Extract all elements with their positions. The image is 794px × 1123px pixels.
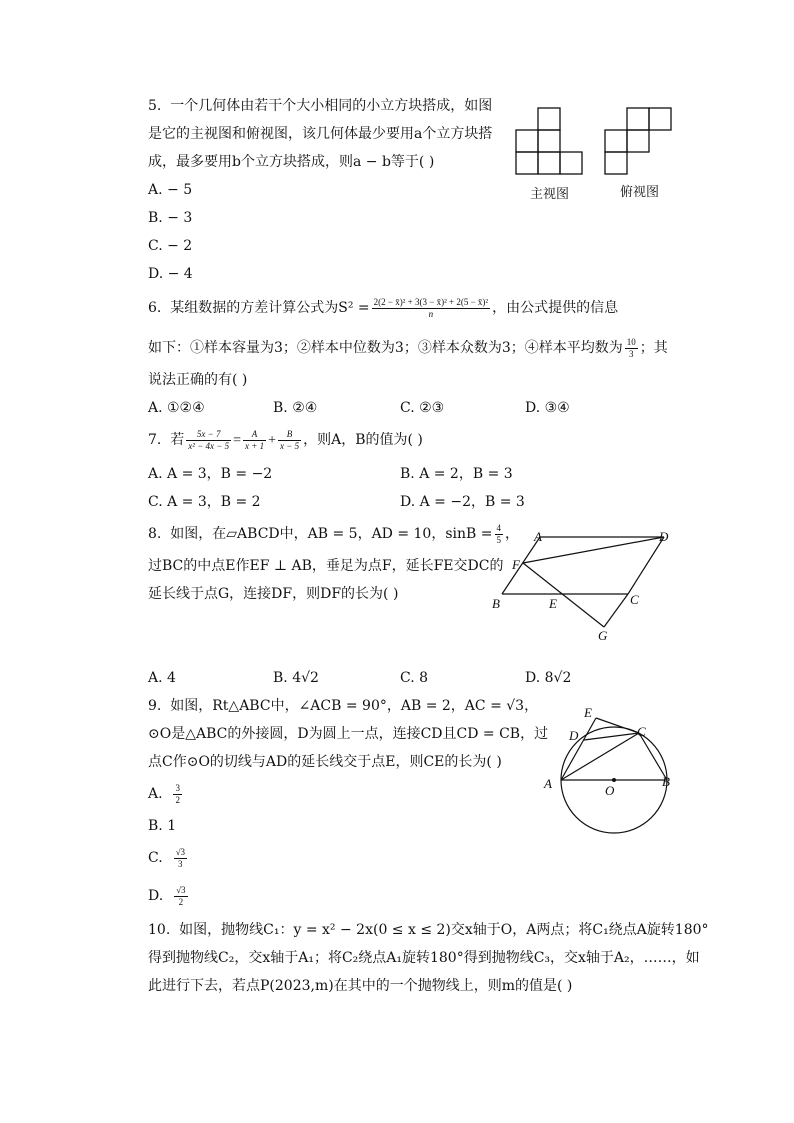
q6-option-c[interactable]: C. ②③ bbox=[400, 400, 445, 416]
q9-option-c-fraction bbox=[174, 847, 187, 870]
q5-option-b[interactable]: B. − 3 bbox=[148, 210, 193, 226]
q6-variance-formula bbox=[372, 297, 490, 320]
q9-option-a[interactable] bbox=[148, 780, 184, 808]
q5-text-1: 一个几何体由若干个大小相同的小立方块搭成，如图 bbox=[170, 98, 493, 114]
q9-option-a-label: A. bbox=[148, 786, 163, 802]
q5-option-d[interactable]: D. − 4 bbox=[148, 266, 193, 282]
q7-f3-den: x − 5 bbox=[280, 440, 300, 451]
q6-line1 bbox=[148, 294, 618, 322]
q5-front-view-caption: 主视图 bbox=[530, 187, 570, 202]
q9-number: 9. bbox=[148, 698, 162, 714]
q7-fraction-3 bbox=[278, 429, 301, 452]
q9-label-e: E bbox=[584, 705, 592, 720]
q9-line1 bbox=[148, 696, 538, 716]
q9-label-a: A bbox=[544, 776, 552, 791]
q10-line1 bbox=[148, 920, 709, 940]
q5-top-view-caption: 俯视图 bbox=[620, 185, 660, 200]
q9-label-o: O bbox=[605, 783, 615, 798]
q6-prefix: 某组数据的方差计算公式为S² = bbox=[170, 300, 370, 316]
q8-sin-num: 4 bbox=[496, 522, 501, 533]
q5-option-a[interactable]: A. − 5 bbox=[148, 182, 193, 198]
q6-option-a[interactable]: A. ①②④ bbox=[148, 400, 205, 416]
q9-option-c-den: 3 bbox=[178, 858, 183, 869]
q9-option-a-den: 2 bbox=[175, 794, 180, 805]
q9-label-c: C bbox=[637, 724, 646, 739]
q10-line2: 得到抛物线C₂，交x轴于A₁；将C₂绕点A₁旋转180°得到抛物线C₃，交x轴于A₂，……，如 bbox=[148, 950, 700, 966]
q8-option-c[interactable]: C. 8 bbox=[400, 670, 429, 686]
q6-suffix: ，由公式提供的信息 bbox=[492, 300, 619, 316]
q7-plus: + bbox=[268, 433, 276, 448]
q5-number: 5. bbox=[148, 98, 162, 114]
q7-fraction-2 bbox=[243, 429, 266, 452]
q9-label-d: D bbox=[569, 728, 579, 743]
q9-option-a-num: 3 bbox=[175, 782, 180, 793]
q7-prefix: 若 bbox=[170, 432, 185, 448]
q6-line2 bbox=[148, 334, 668, 362]
q7-option-a[interactable]: A. A = 3，B = −2 bbox=[148, 466, 273, 482]
q7-f3-num: B bbox=[278, 429, 301, 441]
q9-option-d-fraction bbox=[174, 885, 187, 908]
q6-text-2a: 如下：①样本容量为3；②样本中位数为3；③样本众数为3；④样本平均数为 bbox=[148, 340, 623, 356]
q5-option-c[interactable]: C. − 2 bbox=[148, 238, 193, 254]
q9-text-1: 如图，Rt△ABC中，∠ACB = 90°，AB = 2，AC = √3， bbox=[170, 698, 539, 714]
q6-mean-num: 10 bbox=[626, 336, 636, 347]
q6-text-2b: ；其 bbox=[639, 340, 668, 356]
q7-number: 7. bbox=[148, 432, 162, 448]
q6-formula-denominator: n bbox=[428, 308, 434, 319]
q7-option-d[interactable]: D. A = −2，B = 3 bbox=[400, 494, 525, 510]
q8-option-d[interactable]: D. 8√2 bbox=[525, 670, 572, 686]
q5-top-view-figure bbox=[601, 104, 675, 178]
q7-f1-den: x² − 4x − 5 bbox=[188, 440, 230, 451]
q8-label-d: D bbox=[659, 529, 669, 544]
q8-line2: 过BC的中点E作EF ⊥ AB，垂足为点F，延长FE交DC的 bbox=[148, 558, 504, 574]
q7-option-b[interactable]: B. A = 2，B = 3 bbox=[400, 466, 513, 482]
q8-label-e: E bbox=[549, 596, 557, 611]
q9-option-c-label: C. bbox=[148, 850, 163, 866]
q9-line3: 点C作⊙O的切线与AD的延长线交于点E，则CE的长为( ) bbox=[148, 754, 502, 770]
q6-formula-numerator: 2(2 − x̄)² + 3(3 − x̄)² + 2(5 − x̄)² bbox=[373, 296, 489, 307]
q7-option-c[interactable]: C. A = 3，B = 2 bbox=[148, 494, 261, 510]
q8-label-g: G bbox=[598, 628, 608, 643]
q8-sin-den: 5 bbox=[496, 534, 501, 545]
q7-line1 bbox=[148, 426, 423, 455]
q7-f2-num: A bbox=[243, 429, 266, 441]
q6-option-b[interactable]: B. ②④ bbox=[273, 400, 318, 416]
q9-option-c[interactable] bbox=[148, 844, 189, 872]
q8-text-1b: ， bbox=[505, 526, 519, 542]
q8-label-b: B bbox=[492, 596, 500, 611]
q9-label-b: B bbox=[662, 774, 670, 789]
q9-option-a-fraction bbox=[173, 783, 182, 806]
q8-option-b[interactable]: B. 4√2 bbox=[273, 670, 319, 686]
q8-label-f: F bbox=[512, 557, 520, 572]
q5-line2: 是它的主视图和俯视图，该几何体最少要用a个立方块搭 bbox=[148, 126, 493, 142]
q9-option-d-den: 2 bbox=[178, 896, 184, 907]
q9-option-c-num: √3 bbox=[175, 846, 186, 857]
q10-text-1: 如图，抛物线C₁：y = x² − 2x(0 ≤ x ≤ 2)交x轴于O，A两点；将C₁绕点A旋转180° bbox=[179, 922, 709, 938]
q8-text-1a: 如图，在▱ABCD中，AB = 5，AD = 10，sinB = bbox=[170, 526, 493, 542]
q9-option-d[interactable] bbox=[148, 882, 190, 910]
q10-number: 10. bbox=[148, 922, 171, 938]
q9-option-d-num: √3 bbox=[176, 884, 186, 895]
q10-line3: 此进行下去，若点P(2023,m)在其中的一个抛物线上，则m的值是( ) bbox=[148, 978, 573, 994]
q9-line2: ⊙O是△ABC的外接圆，D为圆上一点，连接CD且CD = CB，过 bbox=[148, 726, 549, 742]
q7-f2-den: x + 1 bbox=[245, 440, 265, 451]
q9-circle-figure bbox=[538, 700, 682, 836]
q6-mean-fraction bbox=[625, 337, 638, 360]
q9-option-b[interactable]: B. 1 bbox=[148, 818, 177, 834]
q8-parallelogram-figure bbox=[480, 524, 680, 646]
q6-mean-den: 3 bbox=[628, 348, 634, 359]
q8-line3: 延长线于点G，连接DF，则DF的长为( ) bbox=[148, 586, 399, 602]
q6-line3: 说法正确的有( ) bbox=[148, 372, 248, 388]
q9-option-d-label: D. bbox=[148, 888, 164, 904]
q5-line1 bbox=[148, 96, 492, 116]
q8-number: 8. bbox=[148, 526, 162, 542]
q7-f1-num: 5x − 7 bbox=[186, 429, 231, 441]
q6-option-d[interactable]: D. ③④ bbox=[525, 400, 570, 416]
q7-suffix: ，则A，B的值为( ) bbox=[303, 432, 423, 448]
q7-fraction-1 bbox=[186, 429, 231, 452]
q6-number: 6. bbox=[148, 300, 162, 316]
q5-front-view-figure bbox=[512, 104, 586, 178]
q7-equals: = bbox=[233, 433, 242, 448]
q8-option-a[interactable]: A. 4 bbox=[148, 670, 176, 686]
q5-line3: 成，最多要用b个立方块搭成，则a − b等于( ) bbox=[148, 154, 435, 170]
q8-label-c: C bbox=[630, 592, 639, 607]
q8-line1 bbox=[148, 520, 519, 548]
q8-label-a: A bbox=[534, 529, 542, 544]
